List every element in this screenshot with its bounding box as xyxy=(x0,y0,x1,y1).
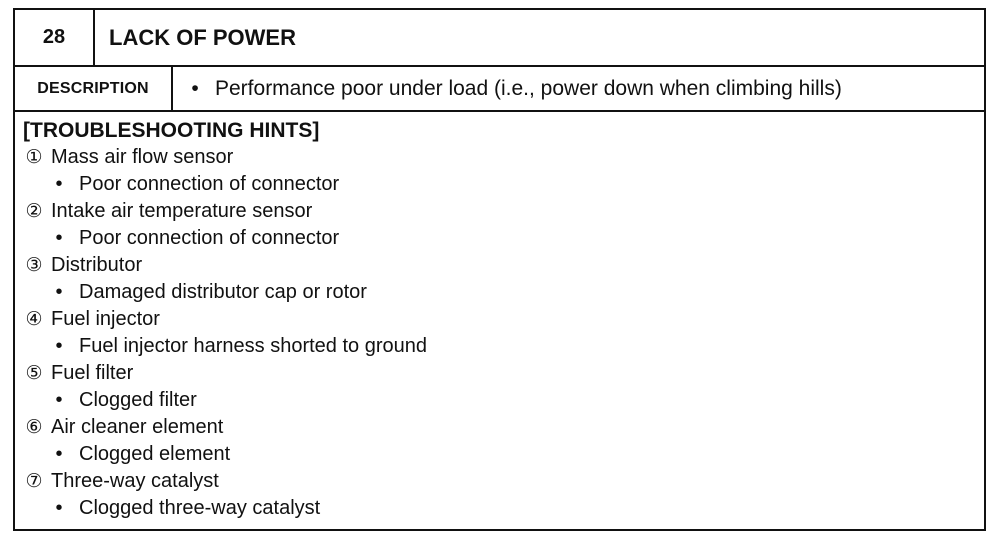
hint-item xyxy=(23,198,976,252)
section-code: 28 xyxy=(15,10,95,65)
hint-sub-text: Poor connection of connector xyxy=(79,227,340,249)
header-row xyxy=(15,10,984,67)
hint-item xyxy=(23,306,976,360)
hint-sub-text: Damaged distributor cap or rotor xyxy=(79,281,367,303)
bullet-icon: • xyxy=(55,389,63,411)
number-7-icon: ⑦ xyxy=(25,471,43,492)
hint-sub-text: Clogged three-way catalyst xyxy=(79,497,321,519)
section-title: LACK OF POWER xyxy=(109,24,296,50)
hint-item xyxy=(23,252,976,306)
hint-sub-text: Fuel injector harness shorted to ground xyxy=(79,335,427,357)
hint-label: Three-way catalyst xyxy=(51,470,219,492)
bullet-icon: • xyxy=(55,281,63,303)
number-1-icon: ① xyxy=(25,147,43,168)
number-6-icon: ⑥ xyxy=(25,417,43,438)
troubleshooting-sheet xyxy=(13,8,986,531)
troubleshooting-hints xyxy=(23,118,976,522)
number-2-icon: ② xyxy=(25,201,43,222)
hint-label: Fuel filter xyxy=(51,362,134,384)
bullet-icon: • xyxy=(55,497,63,519)
hints-title: [TROUBLESHOOTING HINTS] xyxy=(23,119,320,142)
hint-label: Distributor xyxy=(51,254,143,276)
hint-item xyxy=(23,144,976,198)
description-row xyxy=(15,67,984,112)
description-text: Performance poor under load (i.e., power down when climbing hills) xyxy=(215,76,842,100)
hint-sub-text: Poor connection of connector xyxy=(79,173,340,195)
bullet-icon: • xyxy=(55,173,63,195)
hint-label: Air cleaner element xyxy=(51,416,224,438)
bullet-icon: • xyxy=(55,335,63,357)
bullet-icon: • xyxy=(191,76,199,100)
hint-item xyxy=(23,414,976,468)
bullet-icon: • xyxy=(55,443,63,465)
hint-sub-text: Clogged element xyxy=(79,443,231,465)
hint-label: Fuel injector xyxy=(51,308,160,330)
number-5-icon: ⑤ xyxy=(25,363,43,384)
bullet-icon: • xyxy=(55,227,63,249)
hint-label: Intake air temperature sensor xyxy=(51,200,313,222)
description-text-wrap xyxy=(185,67,842,110)
number-4-icon: ④ xyxy=(25,309,43,330)
hint-item xyxy=(23,468,976,522)
hint-label: Mass air flow sensor xyxy=(51,146,234,168)
hint-sub-text: Clogged filter xyxy=(79,389,197,411)
description-label: DESCRIPTION xyxy=(15,67,173,110)
number-3-icon: ③ xyxy=(25,255,43,276)
hint-item xyxy=(23,360,976,414)
